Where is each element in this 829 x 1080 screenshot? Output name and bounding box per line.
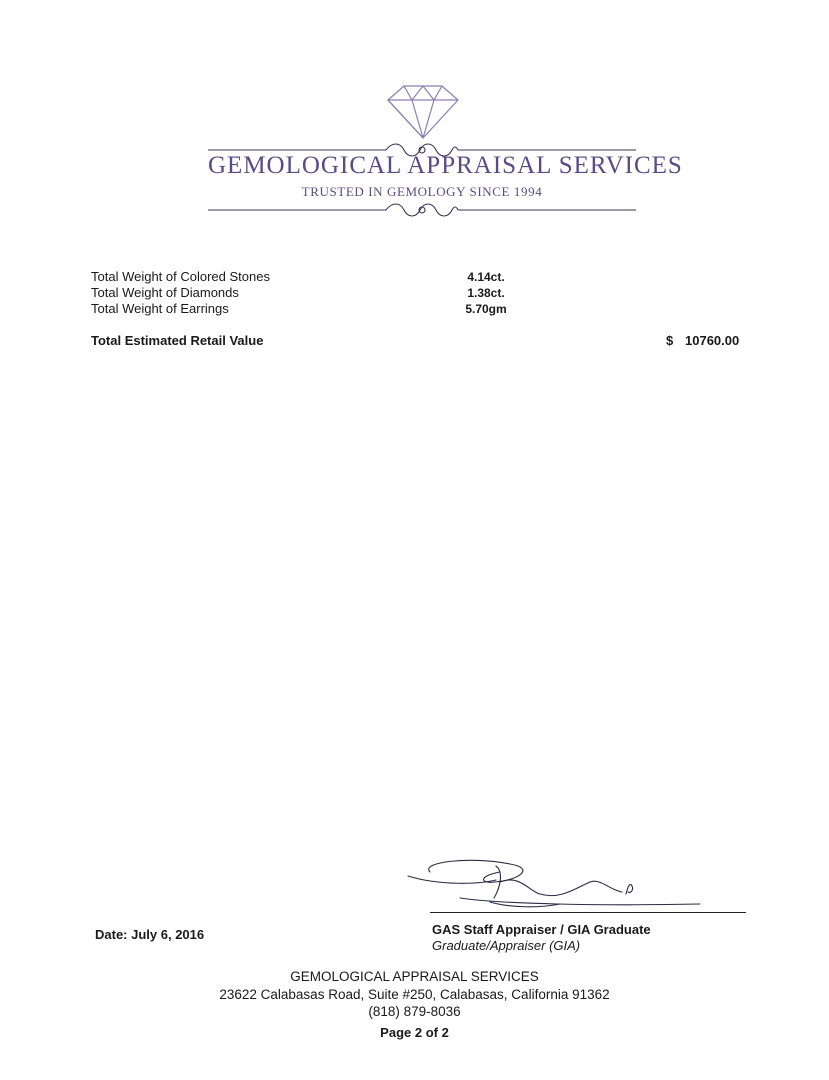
appraisal-date: Date: July 6, 2016 xyxy=(95,927,205,942)
summary-value: 1.38ct. xyxy=(467,286,505,300)
appraiser-credential: Graduate/Appraiser (GIA) xyxy=(432,938,581,953)
summary-label: Total Weight of Colored Stones xyxy=(91,269,270,284)
signature-line xyxy=(430,912,746,913)
summary-value: 4.14ct. xyxy=(467,270,505,284)
summary-row xyxy=(91,269,746,285)
ornament-rule-bottom xyxy=(208,200,636,220)
summary-row xyxy=(91,301,746,317)
appraiser-title: GAS Staff Appraiser / GIA Graduate xyxy=(432,922,651,937)
footer-address: 23622 Calabasas Road, Suite #250, Calabasas, California 91362 xyxy=(219,987,610,1002)
page-number: Page 2 of 2 xyxy=(380,1025,449,1040)
total-label: Total Estimated Retail Value xyxy=(91,333,264,348)
summary-value: 5.70gm xyxy=(465,302,507,316)
diamond-icon xyxy=(382,84,464,140)
total-value-row xyxy=(91,332,746,350)
handwritten-signature xyxy=(400,852,730,914)
footer-phone: (818) 879-8036 xyxy=(368,1004,461,1019)
total-amount: 10760.00 xyxy=(685,333,740,348)
footer-company: GEMOLOGICAL APPRAISAL SERVICES xyxy=(290,969,539,984)
company-name: GEMOLOGICAL APPRAISAL SERVICES xyxy=(208,152,683,179)
weight-summary xyxy=(91,269,746,317)
summary-row xyxy=(91,285,746,301)
company-tagline: TRUSTED IN GEMOLOGY SINCE 1994 xyxy=(301,184,543,199)
currency-symbol: $ xyxy=(666,333,674,348)
summary-label: Total Weight of Earrings xyxy=(91,301,229,316)
summary-label: Total Weight of Diamonds xyxy=(91,285,239,300)
